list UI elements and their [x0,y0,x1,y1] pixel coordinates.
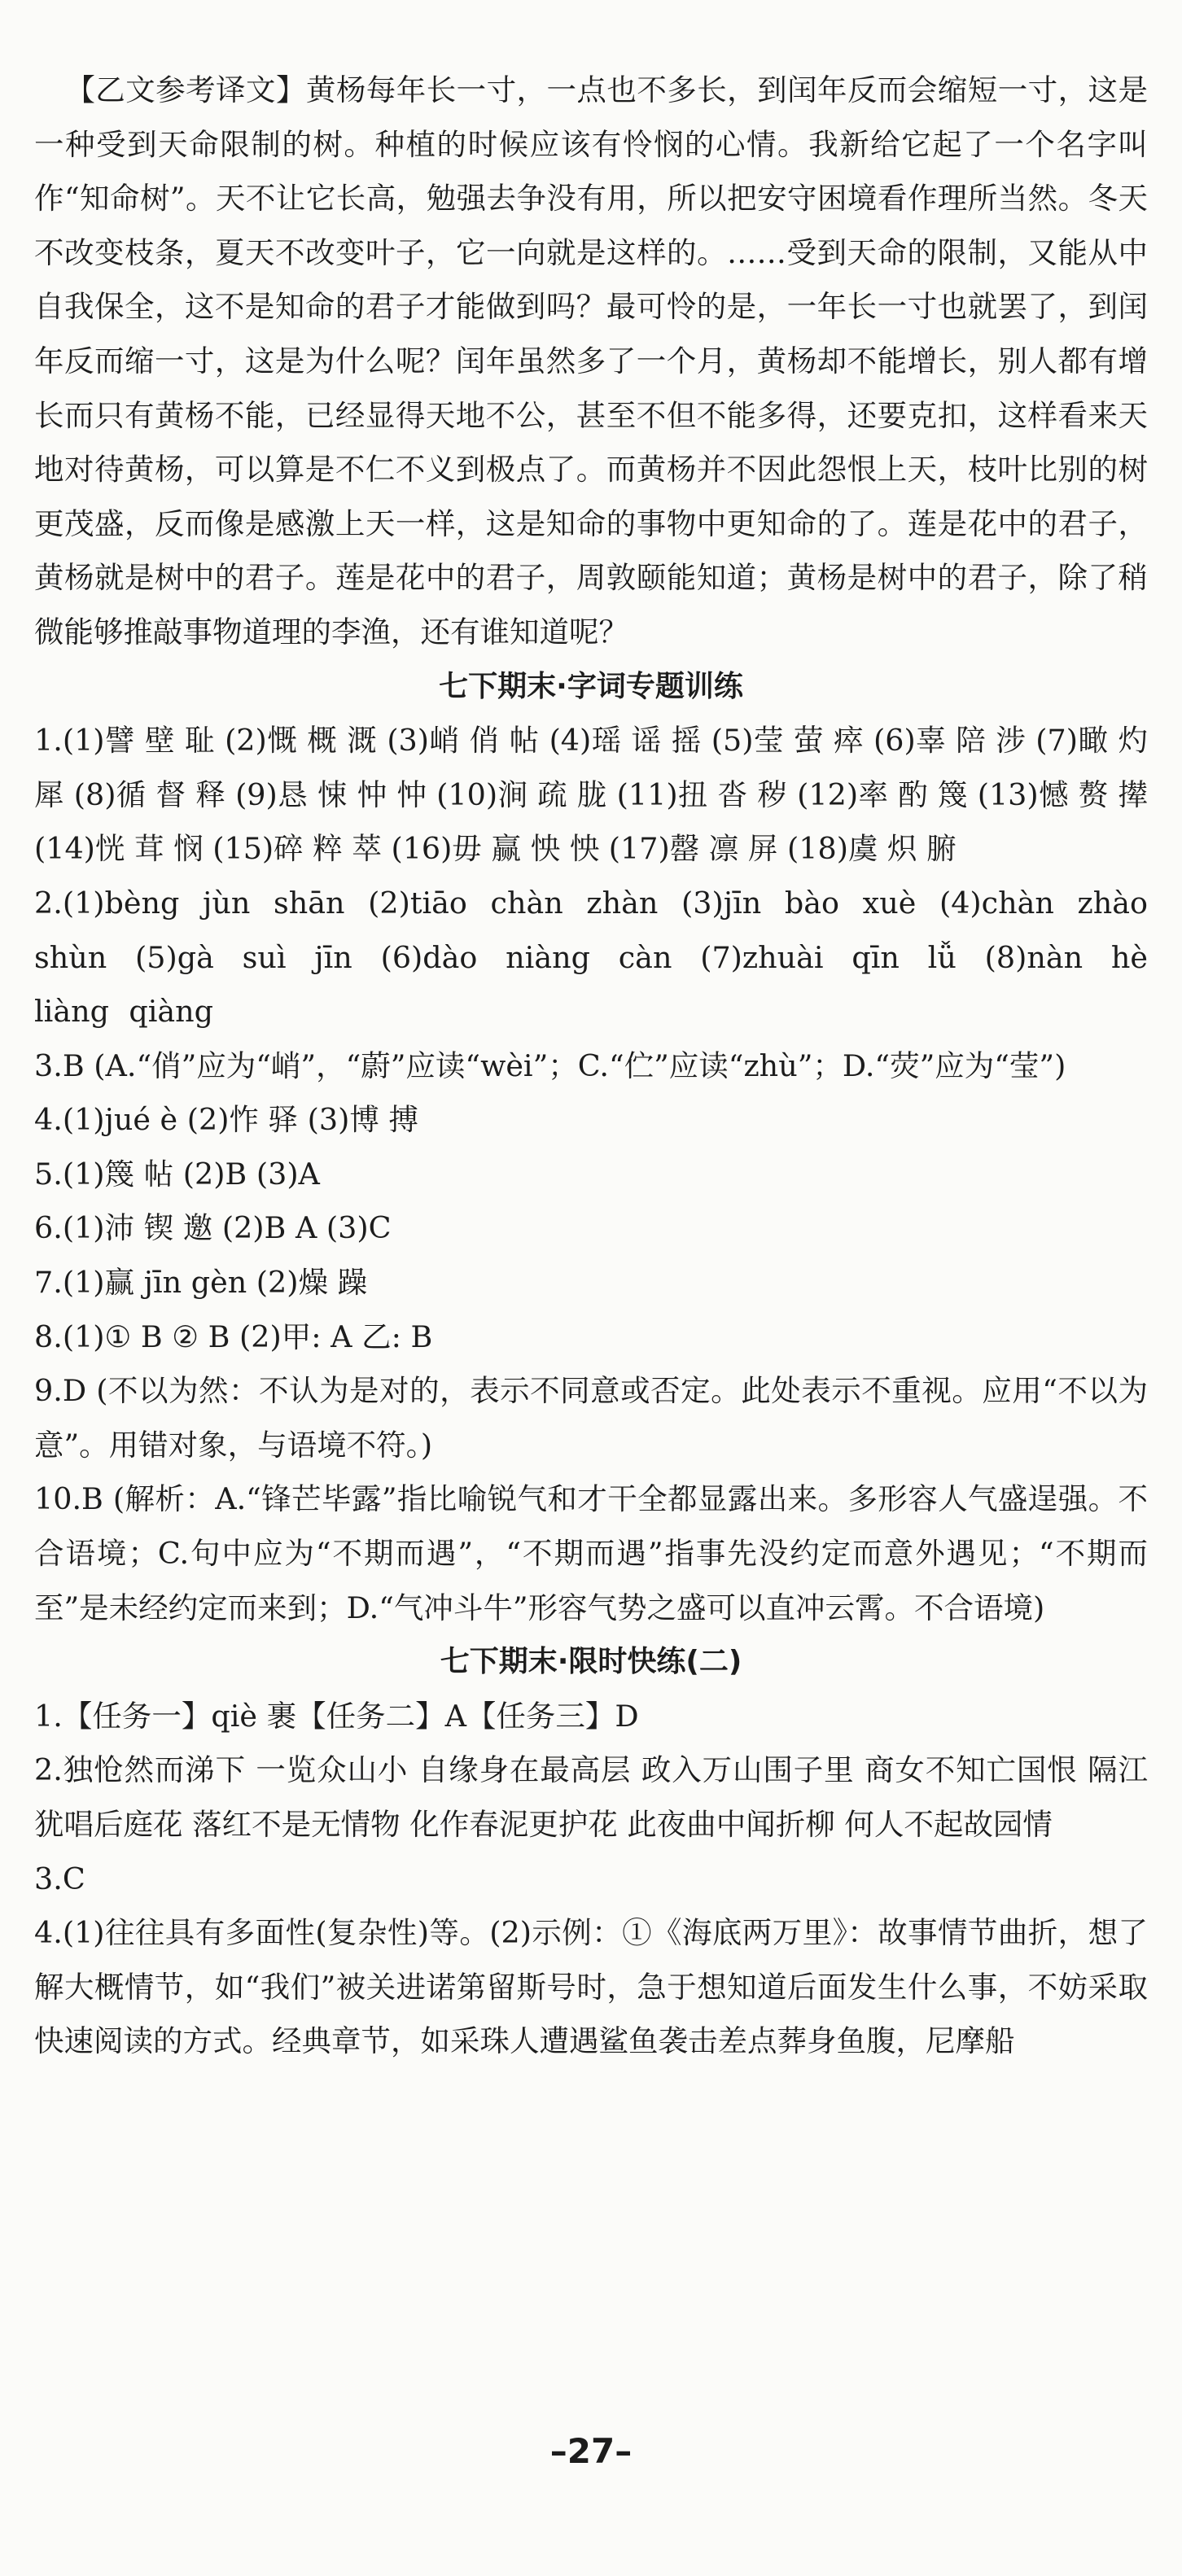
answer-item: 1.(1)譬 壁 耻 (2)慨 概 溉 (3)峭 俏 帖 (4)瑶 谣 摇 (5)莹 萤 瘁 (6)辜 陪 涉 (7)瞰 灼 犀 (8)循 督 释 (9)恳 悚 忡 忡 (10)涧 疏 胧 (11)扭 沓 秽 (12)率 酌 篾 (13)憾 赘 撵 (14)恍 茸 悯 (15)碎 粹 萃 (16)毋 赢 怏 怏 (17)罄 凛 屏 (18)虞 炽 腑 [34,723,1148,867]
answer-item: 1.【任务一】qiè 裹【任务二】A【任务三】D [34,1698,639,1734]
answer-item: 4.(1)jué è (2)怍 驿 (3)博 搏 [34,1102,418,1138]
translation-paragraph: 【乙文参考译文】黄杨每年长一寸，一点也不多长，到闰年反而会缩短一寸，这是一种受到天命限制的树。种植的时候应该有怜悯的心情。我新给它起了一个名字叫作“知命树”。天不让它长高，勉强去争没有用，所以把安守困境看作理所当然。冬天不改变枝条，夏天不改变叶子，它一向就是这样的。……受到天命的限制，又能从中自我保全，这不是知命的君子才能做到吗？最可怜的是，一年长一寸也就罢了，到闰年反而缩一寸，这是为什么呢？闰年虽然多了一个月，黄杨却不能增长，别人都有增长而只有黄杨不能，已经显得天地不公，甚至不但不能多得，还要克扣，这样看来天地对待黄杨，可以算是不仁不义到极点了。而黄杨并不因此怨恨上天，枝叶比别的树更茂盛，反而像是感激上天一样，这是知命的事物中更知命的了。莲是花中的君子，黄杨就是树中的君子。莲是花中的君子，周敦颐能知道；黄杨是树中的君子，除了稍微能够推敲事物道理的李渔，还有谁知道呢？ [34,72,1148,649]
section-title-timed-practice: 七下期末·限时快练(二) [440,1645,742,1679]
answer-item-pinyin: 2.(1)bèng jùn shān (2)tiāo chàn zhàn (3)jīn bào xuè (4)chàn zhào shùn (5)gà suì jīn (6)dào niàng càn (7)zhuài qīn lǚ (8)nàn hè liàng qiàng [34,885,1148,1030]
answer-item: 3.C [34,1861,85,1896]
answer-item: 7.(1)赢 jīn gèn (2)燥 躁 [34,1265,368,1301]
document-body [34,63,1148,2069]
answer-item: 10.B (解析：A.“锋芒毕露”指比喻锐气和才干全都显露出来。多形容人气盛逞强。不合语境；C.句中应为“不期而遇”，“不期而遇”指事先没约定而意外遇见；“不期而至”是未经约定而来到；D.“气冲斗牛”形容气势之盛可以直冲云霄。不合语境) [34,1481,1148,1625]
answer-item: 5.(1)篾 帖 (2)B (3)A [34,1156,320,1192]
answer-item: 2.独怆然而涕下 一览众山小 自缘身在最高层 政入万山围子里 商女不知亡国恨 隔江犹唱后庭花 落红不是无情物 化作春泥更护花 此夜曲中闻折柳 何人不起故园情 [34,1752,1148,1842]
page-number: –27– [549,2431,633,2471]
answer-item: 4.(1)往往具有多面性(复杂性)等。(2)示例：①《海底两万里》：故事情节曲折，想了解大概情节，如“我们”被关进诺第留斯号时，急于想知道后面发生什么事，不妨采取快速阅读的方式。经典章节，如采珠人遭遇鲨鱼袭击差点葬身鱼腹，尼摩船 [34,1915,1148,2059]
answer-item: 8.(1)① B ② B (2)甲: A 乙: B [34,1319,433,1354]
answer-item: 9.D (不以为然：不认为是对的，表示不同意或否定。此处表示不重视。应用“不以为意”。用错对象，与语境不符。) [34,1373,1148,1463]
answer-item: 6.(1)沛 锲 邀 (2)B A (3)C [34,1210,392,1246]
answer-item: 3.B (A.“俏”应为“峭”，“蔚”应读“wèi”；C.“伫”应读“zhù”；D.“荧”应为“莹”) [34,1047,1066,1083]
section-title-vocabulary: 七下期末·字词专题训练 [439,669,743,703]
